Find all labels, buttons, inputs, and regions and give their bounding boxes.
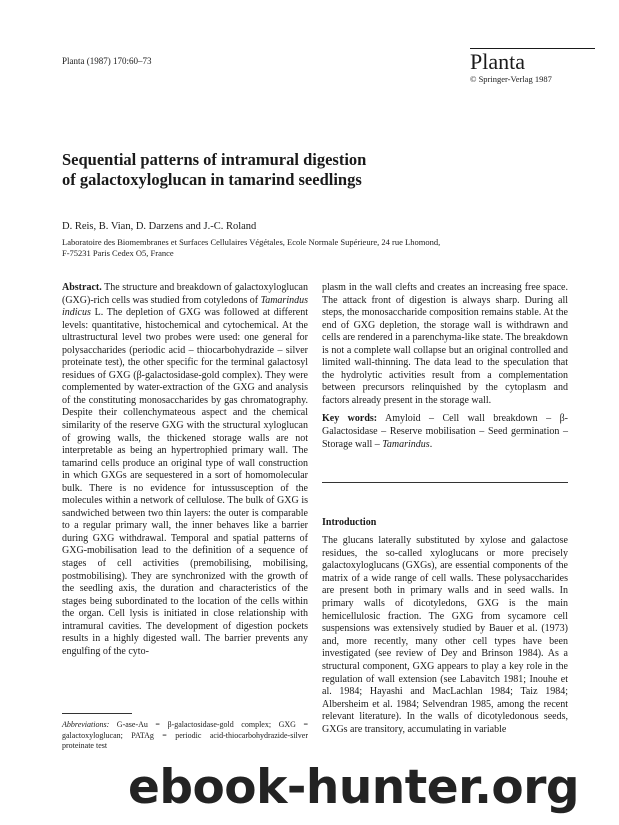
journal-name: Planta	[470, 49, 525, 74]
affiliation-line-1: Laboratoire des Biomembranes et Surfaces Cellulaires Végétales, Ecole Normale Supérieure, 24 rue Lhomond,	[62, 237, 441, 247]
affiliation	[62, 237, 582, 259]
keywords	[322, 413, 568, 451]
abstract-continued	[322, 282, 568, 451]
abstract-label: Abstract.	[62, 282, 102, 293]
keywords-italic: Tamarindus	[382, 438, 430, 450]
affiliation-line-2: F-75231 Paris Cedex O5, France	[62, 248, 174, 258]
journal-brand	[470, 48, 595, 84]
watermark: ebook-hunter.org	[128, 760, 580, 815]
abbreviations-footnote	[62, 713, 308, 752]
keywords-end: .	[429, 438, 433, 450]
footnote-rule	[62, 713, 132, 714]
abstract-continuation: plasm in the wall clefts and creates an increasing free space. The attack front of digestion is always sharp. During all steps, the monosaccharide composition remains stable. At the end of GXG depletion, the storage wall is withdrawn and cells are rendered in a parenchyma-like state. The breakdown is not a complete wall collapse but an original controlled and limited wall-thinning. The data lead to the speculation that the hydrolytic activities result from a complementation between precursors relinquished by the cytoplasm and factors already present in the storage wall.	[322, 282, 568, 406]
abbreviations-text: G-ase-Au = β-galactosidase-gold complex; GXG = galactoxyloglucan; PATAg = periodic acid-thiocarbohydrazide-silver proteinate test	[62, 720, 308, 750]
keywords-label: Key words:	[322, 413, 378, 425]
title-line-2: of galactoxyloglucan in tamarind seedlings	[62, 170, 362, 189]
keywords-text: Amyloid – Cell wall breakdown – β-Galactosidase – Reserve mobilisation – Seed germination – Storage wall –	[322, 413, 568, 450]
introduction-heading: Introduction	[322, 517, 377, 528]
abstract	[62, 282, 308, 658]
section-divider	[322, 482, 568, 483]
copyright-line: © Springer-Verlag 1987	[470, 74, 552, 84]
journal-reference: Planta (1987) 170:60–73	[62, 56, 152, 66]
abstract-species: Tamarindus indicus	[62, 294, 308, 319]
abstract-text-1: The structure and breakdown of galactoxyloglucan (GXG)-rich cells was studied from cotyledons of	[62, 282, 308, 306]
title-line-1: Sequential patterns of intramural digestion	[62, 150, 367, 169]
article-title	[62, 150, 582, 190]
abbreviations-label: Abbreviations:	[62, 720, 110, 729]
introduction-text: The glucans laterally substituted by xylose and galactose residues, the so-called xyloglucans or more precisely galactoxyloglucans (GXGs), are essential components of the matrix of a wide range of cell walls. These polysaccharides are present both in primary walls and in seed walls. In primary walls of dicotyledons, GXG is the main hemicellulosic fraction. The GXG from sycamore cell suspensions was extensively studied by Bauer et al. (1973) and, more recently, many other cell types have been investigated (see review of Dey and Brinson 1984). As a structural component, GXG appears to play a key role in the regulation of wall extension (see Labavitch 1981; Inouhe et al. 1984; Hayashi and MacLachlan 1984; Taiz 1984; Albersheim et al. 1984; Selvendran 1985, among the recent relevant literature). In the walls of dicotyledonous seeds, GXGs are transitory, accumulating in variable	[322, 535, 568, 735]
abstract-text-2: L. The depletion of GXG was followed at different levels: quantitative, histochemical and cytochemical. At the ultrastructural level two probes were used: one general for polysaccharides (periodic acid – thiocarbohydrazide – silver proteinate test), the other specific for the terminal galactosyl residues of GXG (β-galactosidase-gold complex). They were complemented by water-extraction of the GXG and analysis of the constituting monosaccharides by gas chromatography. Despite their collenchymateous aspect and the chemical similarity of the reserve GXG with the structural xyloglucan of growing walls, the thickened storage walls are not interpretable as being an hypertrophied primary wall. The tamarind cells produce an original type of wall construction in which GXGs are sequestered in a sort of homomolecular bulk. There is no evidence for intussusception of the molecules within a network of cellulose. The bulk of GXG is sandwiched between two thin layers: the outer is comparable to a regular primary wall, the inner behaves like a barrier during GXG withdrawal. Temporal and spatial patterns of GXG-mobilisation lead to the definition of a sequence of stages of cell activities (premobilising, mobilising, postmobilising). They are synchronized with the growth of the seedling axis, the duration and characteristics of the stages being subordinated to the location of the cells within the organ. Cell lysis is initiated in close relationship with intramural cavities. The development of digestion pockets results in a highly digested wall. The barrier prevents any engulfing of the cyto-	[62, 307, 308, 657]
author-list: D. Reis, B. Vian, D. Darzens and J.-C. Roland	[62, 221, 257, 232]
